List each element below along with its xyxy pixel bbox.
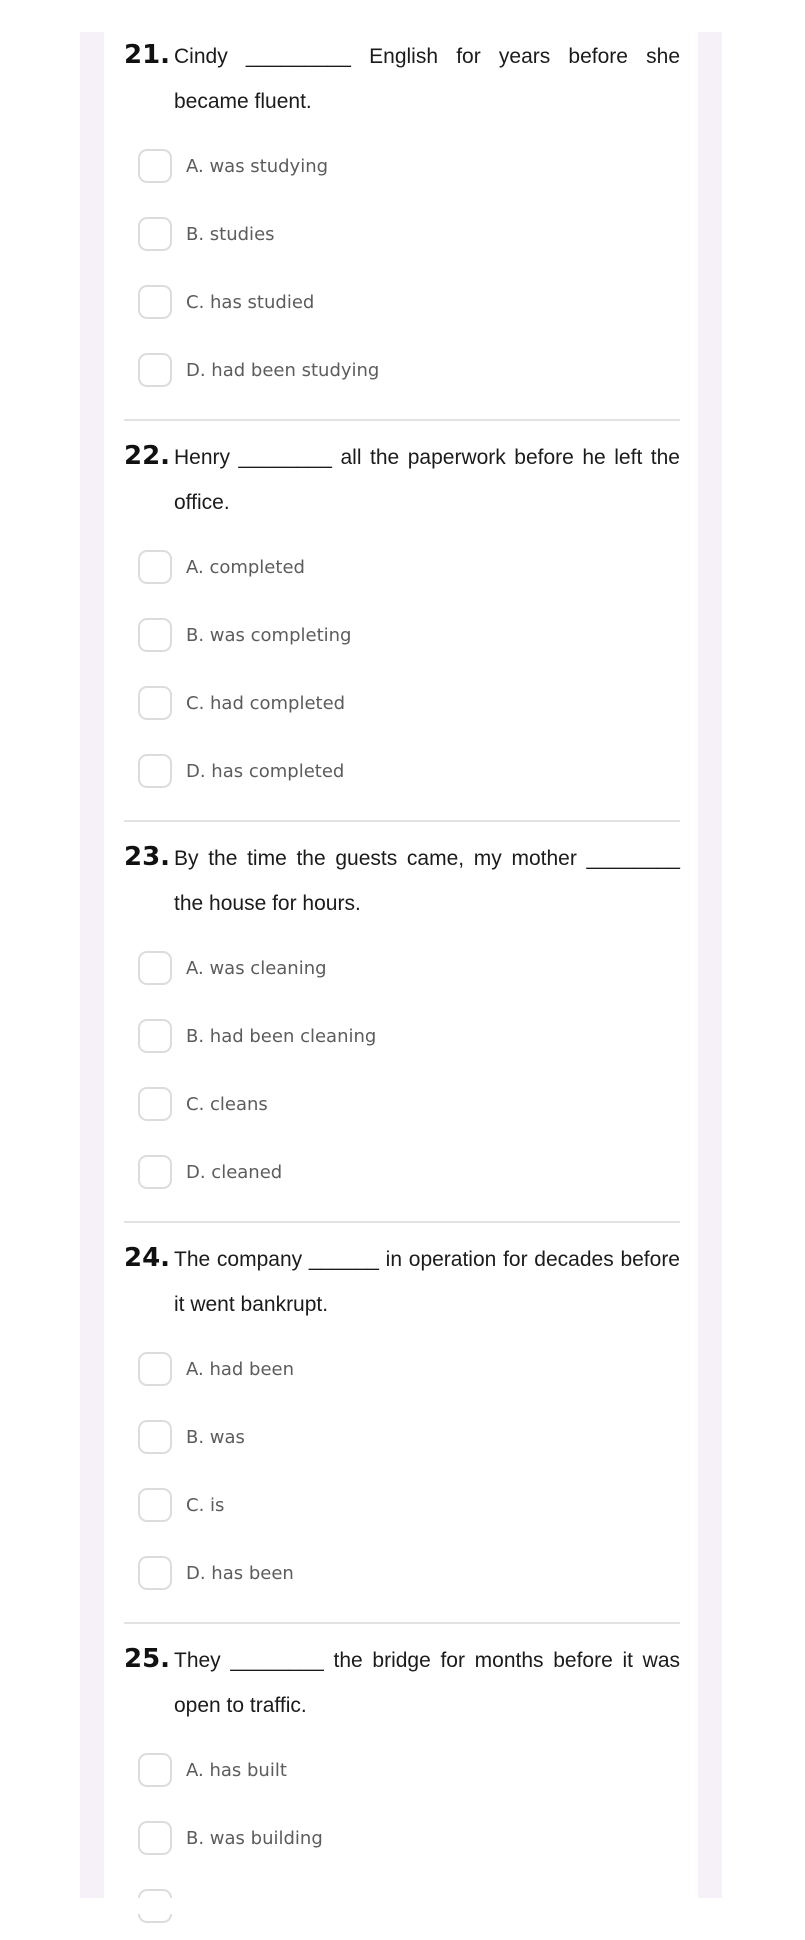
option-c[interactable] [138,268,680,336]
radio-circle-icon[interactable] [138,686,172,720]
option-d[interactable] [138,1138,680,1206]
option-b[interactable] [138,200,680,268]
radio-circle-icon[interactable] [138,618,172,652]
radio-circle-icon[interactable] [138,1821,172,1855]
option-b[interactable] [138,1002,680,1070]
radio-circle-icon[interactable] [138,1087,172,1121]
option-label: A. completed [186,556,305,578]
option-b[interactable] [138,1804,680,1872]
option-c[interactable] [138,1070,680,1138]
option-label: A. was cleaning [186,957,327,979]
option-label: A. has built [186,1759,287,1781]
question-number: 23. [124,842,171,872]
page-bottom-edge [80,1898,722,1914]
option-a[interactable] [138,1335,680,1403]
radio-circle-icon[interactable] [138,1556,172,1590]
option-label: C. cleans [186,1093,268,1115]
question-24 [124,1243,680,1607]
radio-circle-icon[interactable] [138,1019,172,1053]
question-25 [124,1644,680,1940]
option-label: C. is [186,1494,225,1516]
question-text: Henry ________ all the paperwork before he left the office. [174,446,680,514]
question-divider [124,1221,680,1223]
option-label: A. had been [186,1358,295,1380]
option-b[interactable] [138,601,680,669]
option-label: B. was [186,1426,245,1448]
right-page-margin [698,32,722,1904]
question-22 [124,441,680,805]
option-c[interactable] [138,669,680,737]
option-label: B. was completing [186,624,352,646]
question-text: Cindy _________ English for years before she became fluent. [174,45,680,113]
option-label: C. had completed [186,692,346,714]
option-c[interactable] [138,1471,680,1539]
radio-circle-icon[interactable] [138,217,172,251]
question-divider [124,419,680,421]
option-d[interactable] [138,1539,680,1607]
question-21 [124,40,680,404]
answer-options [138,934,680,1206]
radio-circle-icon[interactable] [138,353,172,387]
option-b[interactable] [138,1403,680,1471]
radio-circle-icon[interactable] [138,149,172,183]
question-number: 21. [124,40,171,70]
question-text: The company ______ in operation for decades before it went bankrupt. [174,1248,680,1316]
radio-circle-icon[interactable] [138,1488,172,1522]
option-label: C. has studied [186,291,315,313]
question-divider [124,820,680,822]
left-page-margin [80,32,104,1904]
option-a[interactable] [138,934,680,1002]
option-a[interactable] [138,533,680,601]
option-label: A. was studying [186,155,329,177]
answer-options [138,132,680,404]
option-a[interactable] [138,1736,680,1804]
option-label: D. has been [186,1562,294,1584]
option-label: D. cleaned [186,1161,283,1183]
radio-circle-icon[interactable] [138,951,172,985]
option-label: D. has completed [186,760,345,782]
option-a[interactable] [138,132,680,200]
question-number: 25. [124,1644,171,1674]
option-label: B. studies [186,223,275,245]
option-label: B. was building [186,1827,323,1849]
radio-circle-icon[interactable] [138,550,172,584]
radio-circle-icon[interactable] [138,1753,172,1787]
answer-options [138,1335,680,1607]
option-d[interactable] [138,737,680,805]
radio-circle-icon[interactable] [138,285,172,319]
option-label: D. had been studying [186,359,380,381]
question-number: 22. [124,441,171,471]
answer-options [138,533,680,805]
question-text: They ________ the bridge for months before it was open to traffic. [174,1649,680,1717]
question-text: By the time the guests came, my mother ________ the house for hours. [174,847,680,915]
radio-circle-icon[interactable] [138,1352,172,1386]
radio-circle-icon[interactable] [138,754,172,788]
option-label: B. had been cleaning [186,1025,377,1047]
question-number: 24. [124,1243,171,1273]
radio-circle-icon[interactable] [138,1420,172,1454]
radio-circle-icon[interactable] [138,1155,172,1189]
option-d[interactable] [138,336,680,404]
question-23 [124,842,680,1206]
question-divider [124,1622,680,1624]
